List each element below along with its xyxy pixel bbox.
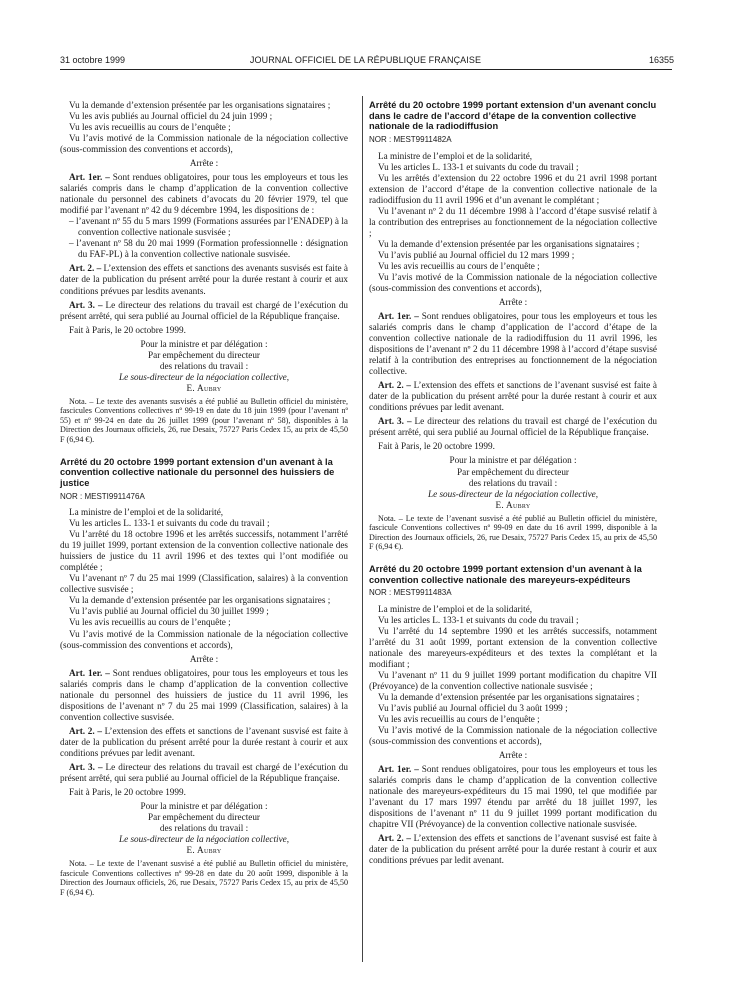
article-text: Le directeur des relations du travail est chargé de l’exécution du présent arrêté, qui sera publié au Journal officiel de la République française. <box>60 299 349 321</box>
visa: Vu la demande d’extension présentée par les organisations signataires ; <box>69 100 331 110</box>
nota: Nota. – Le texte des avenants susvisés a été publié au Bulletin officiel du ministère, fascicules Conventions collectives nº 99-19 en date du 18 juin 1999 (pour l’avenant nº 55) et nº 99-24 en date du 26 juillet 1999 (pour l’avenant nº 58), disponibles à la Direction des Journaux officiels, 26, rue Desaix, 75727 Paris Cedex 15, au prix de 45,50 F (6,94 €). <box>60 396 348 444</box>
visa: Vu la demande d’extension présentée par les organisations signataires ; <box>378 238 640 249</box>
decree-title: Arrêté du 20 octobre 1999 portant extension d’un avenant à la convention collective nationale des mareyeurs-expéditeurs <box>369 563 642 585</box>
article-label: Art. 3. – <box>69 299 103 310</box>
page-header <box>0 53 731 69</box>
signature-line: Le sous-directeur de la négociation collective, <box>427 488 599 499</box>
visa: Vu l’avenant nº 11 du 9 juillet 1999 portant modification du chapitre VII (Prévoyance) de la convention collective nationale susvisée ; <box>369 669 657 691</box>
article-2 <box>60 263 348 296</box>
signature-line: Pour la ministre et par délégation : <box>449 455 577 466</box>
article-3 <box>60 762 348 784</box>
signatory-name: E. Aubry <box>186 382 222 393</box>
header-date: 31 octobre 1999 <box>60 55 126 65</box>
visa: Vu les articles L. 133-1 et suivants du code du travail ; <box>69 518 270 529</box>
signature-line: des relations du travail : <box>468 477 558 488</box>
signature-line: Le sous-directeur de la négociation collective, <box>118 371 290 382</box>
article-text: Le directeur des relations du travail est chargé de l’exécution du présent arrêté, qui sera publié au Journal officiel de la République française. <box>60 761 349 783</box>
column-divider <box>362 96 363 962</box>
visa: Vu la demande d’extension présentée par les organisations signataires ; <box>378 692 640 703</box>
article-label: Art. 2. – <box>69 725 102 736</box>
article-text: L’extension des effets et sanctions des avenants susvisés est faite à dater de la publication du présent arrêté pour la durée restant à courir et aux conditions prévues par lesdits avenants. <box>60 263 348 296</box>
signature-line: des relations du travail : <box>159 823 249 834</box>
visa: Vu l’avis motivé de la Commission nationale de la négociation collective (sous-commission des conventions et accords), <box>369 272 657 294</box>
list-item: – l’avenant nº 58 du 20 mai 1999 (Formation professionnelle : désignation du FAF-PL) à la convention collective nationale susvisée. <box>69 238 348 260</box>
header-page-number: 16355 <box>648 55 674 65</box>
signatory-name: E. Aubry <box>495 499 531 510</box>
fait-a-paris: Fait à Paris, le 20 octobre 1999. <box>69 324 186 335</box>
article-label: Art. 2. – <box>378 833 411 844</box>
article-text: Sont rendues obligatoires, pour tous les employeurs et tous les salariés compris dans le champ d’application de l’accord d’étape de la convention collective nationale de la radiodiffusion du 11 avril 1996, les dispositions de l’avenant nº 2 du 11 décembre 1998 à l’accord d’étape susvisé relatif à la contribution des entreprises au fonctionnement de la négociation collective. <box>369 311 658 377</box>
visa: Vu l’avis publié au Journal officiel du 12 mars 1999 ; <box>378 249 575 260</box>
nor-reference: NOR : MEST9911483A <box>369 588 452 598</box>
article-text: Sont rendues obligatoires, pour tous les employeurs et tous les salariés compris dans le champ d’application de la convention collective nationale des mareyeurs-expéditeurs du 15 mai 1990, tel que modifiée par l’avenant du 17 mars 1997 étendu par arrêté du 18 juillet 1997, les dispositions de l’avenant nº 11 du 9 juillet 1999 portant modification du chapitre VII (Prévoyance) de la convention collective nationale susvisée. <box>369 764 658 830</box>
article-text: Le directeur des relations du travail est chargé de l’exécution du présent arrêté, qui sera publié au Journal officiel de la République française. <box>369 416 658 438</box>
visa: Vu la demande d’extension présentée par les organisations signataires ; <box>69 595 331 606</box>
article-label: Art. 1er. – <box>378 764 419 775</box>
header-rule <box>60 69 672 70</box>
visa: Vu les avis recueillis au cours de l’enquête ; <box>69 617 231 628</box>
arrete-heading: Arrête : <box>189 158 219 169</box>
signature-block <box>60 339 348 394</box>
visa: Vu l’avis motivé de la Commission nationale de la négociation collective (sous-commission des conventions et accords), <box>60 133 348 155</box>
article-2 <box>369 833 657 866</box>
visa: La ministre de l’emploi et de la solidarité, <box>378 603 533 614</box>
article-1-list <box>60 216 348 260</box>
article-1 <box>60 172 348 216</box>
article-label: Art. 2. – <box>69 263 102 274</box>
visa: Vu l’avis publié au Journal officiel du 30 juillet 1999 ; <box>69 606 269 617</box>
visa: Vu l’arrêté du 18 octobre 1996 et les arrêtés successifs, notamment l’arrêté du 19 juillet 1999, portant extension de la convention collective nationale des huissiers de justice du 11 avril 1996 et des textes qui l’ont modifiée ou complétée ; <box>60 529 348 573</box>
article-text: L’extension des effets et sanctions de l’avenant susvisé est faite à dater de la publication du présent arrêté pour la durée restant à courir et aux conditions prévues par ledit avenant. <box>60 725 348 758</box>
article-label: Art. 1er. – <box>69 172 110 183</box>
article-1 <box>60 668 348 723</box>
visa: Vu les articles L. 133-1 et suivants du code du travail ; <box>378 161 579 172</box>
decree-title: Arrêté du 20 octobre 1999 portant extension d’un avenant conclu dans le cadre de l’accord d’étape de la convention collective nationale de la radiodiffusion <box>369 100 657 132</box>
article-text: L’extension des effets et sanctions de l’avenant susvisé est faite à dater de la publication du présent arrêté pour la durée restant à courir et aux conditions prévues par ledit avenant. <box>369 380 657 413</box>
article-label: Art. 1er. – <box>378 311 419 322</box>
visa: Vu l’avenant nº 7 du 25 mai 1999 (Classification, salaires) à la convention collective susvisée ; <box>60 573 348 595</box>
article-3 <box>60 300 348 322</box>
signature-line: Pour la ministre et par délégation : <box>140 338 268 349</box>
article-label: Art. 2. – <box>378 380 411 391</box>
article-label: Art. 1er. – <box>69 667 110 678</box>
article-text: Sont rendues obligatoires, pour tous les employeurs et tous les salariés compris dans le champ d’application de la convention collective nationale du personnel des cabinets d’avocats du 20 février 1979, tel que modifié par l’avenant nº 42 du 9 décembre 1994, les dispositions de : <box>60 172 349 216</box>
visa: La ministre de l’emploi et de la solidarité, <box>69 507 224 518</box>
article-2 <box>369 380 657 413</box>
signature-line: Pour la ministre et par délégation : <box>140 800 268 811</box>
visa: Vu l’avis motivé de la Commission nationale de la négociation collective (sous-commission des conventions et accords), <box>60 628 348 650</box>
signature-line: Par empêchement du directeur <box>457 466 569 477</box>
article-label: Art. 3. – <box>69 761 103 772</box>
signature-block <box>60 801 348 856</box>
arrete-heading: Arrête : <box>498 297 528 308</box>
article-text: L’extension des effets et sanctions de l’avenant susvisé est faite à dater de la publication du présent arrêté pour la durée restant à courir et aux conditions prévues par ledit avenant. <box>369 833 657 866</box>
visa: Vu les avis recueillis au cours de l’enquête ; <box>378 260 540 271</box>
fait-a-paris: Fait à Paris, le 20 octobre 1999. <box>378 441 495 452</box>
arrete-heading: Arrête : <box>189 653 219 664</box>
signatory-name: E. Aubry <box>186 845 222 856</box>
nor-reference: NOR : MEST9911482A <box>369 135 452 145</box>
visa: La ministre de l’emploi et de la solidarité, <box>378 150 533 161</box>
header-journal-title: JOURNAL OFFICIEL DE LA RÉPUBLIQUE FRANÇAISE <box>249 55 482 65</box>
visa: Vu l’avis publié au Journal officiel du 3 août 1999 ; <box>378 703 568 714</box>
list-item: – l’avenant nº 55 du 5 mars 1999 (Formations assurées par l’ENADEP) à la convention collective nationale susvisée ; <box>69 216 348 238</box>
right-column <box>369 100 657 867</box>
article-label: Art. 3. – <box>378 416 412 427</box>
signature-line: Par empêchement du directeur <box>148 811 260 822</box>
fait-a-paris: Fait à Paris, le 20 octobre 1999. <box>69 786 186 797</box>
nota: Nota. – Le texte de l’avenant susvisé a été publié au Bulletin officiel du ministère, fascicule Conventions collectives nº 99-28 en date du 20 août 1999, disponible à la Direction des Journaux officiels, 26, rue Desaix, 75727 Paris Cedex 15, au prix de 45,50 F (6,94 €). <box>60 859 348 897</box>
signature-line: Le sous-directeur de la négociation collective, <box>118 834 290 845</box>
left-column <box>60 100 348 897</box>
nor-reference: NOR : MESTI9911476A <box>60 491 145 501</box>
arrete-heading: Arrête : <box>498 750 528 761</box>
visa: Vu les avis publiés au Journal officiel du 24 juin 1999 ; <box>69 111 273 122</box>
nota: Nota. – Le texte de l’avenant susvisé a été publié au Bulletin officiel du ministère, fascicule Conventions collectives nº 99-09 en date du 16 avril 1999, disponible à la Direction des Journaux officiels, 26, rue Desaix, 75727 Paris Cedex 15, au prix de 45,50 F (6,94 €). <box>369 513 657 552</box>
article-1 <box>369 764 657 830</box>
article-2 <box>60 726 348 759</box>
decree-title: Arrêté du 20 octobre 1999 portant extension d’un avenant à la convention collective nationale du personnel des huissiers de justice <box>60 456 335 488</box>
visa: Vu les arrêtés d’extension du 22 octobre 1996 et du 21 avril 1998 portant extension de l’accord d’étape de la convention collective nationale de la radiodiffusion du 11 avril 1996 et d’un avenant le complétant ; <box>369 172 657 205</box>
signature-line: des relations du travail : <box>159 360 249 371</box>
article-1 <box>369 311 657 377</box>
signature-line: Par empêchement du directeur <box>148 349 260 360</box>
visa: Vu l’avenant nº 2 du 11 décembre 1998 à l’accord d’étape susvisé relatif à la contribution des entreprises au fonctionnement de la négociation collective ; <box>369 205 657 238</box>
visa: Vu l’avis motivé de la Commission nationale de la négociation collective (sous-commission des conventions et accords), <box>369 725 657 747</box>
visa: Vu les articles L. 133-1 et suivants du code du travail ; <box>378 614 579 625</box>
article-text: Sont rendues obligatoires, pour tous les employeurs et tous les salariés compris dans le champ d’application de la convention collective nationale du personnel des huissiers de justice du 11 avril 1996, les dispositions de l’avenant nº 7 du 25 mai 1999 (Classification, salaires) à la convention collective susvisée. <box>60 667 349 722</box>
signature-block <box>369 455 657 510</box>
visa: Vu les avis recueillis au cours de l’enquête ; <box>69 122 231 133</box>
visa: Vu l’arrêté du 14 septembre 1990 et les arrêtés successifs, notamment l’arrêté du 31 août 1999, portant extension de la convention collective nationale des mareyeurs-expéditeurs et des textes la complétant et la modifiant ; <box>369 625 657 669</box>
visa: Vu les avis recueillis au cours de l’enquête ; <box>378 714 540 725</box>
article-3 <box>369 416 657 438</box>
